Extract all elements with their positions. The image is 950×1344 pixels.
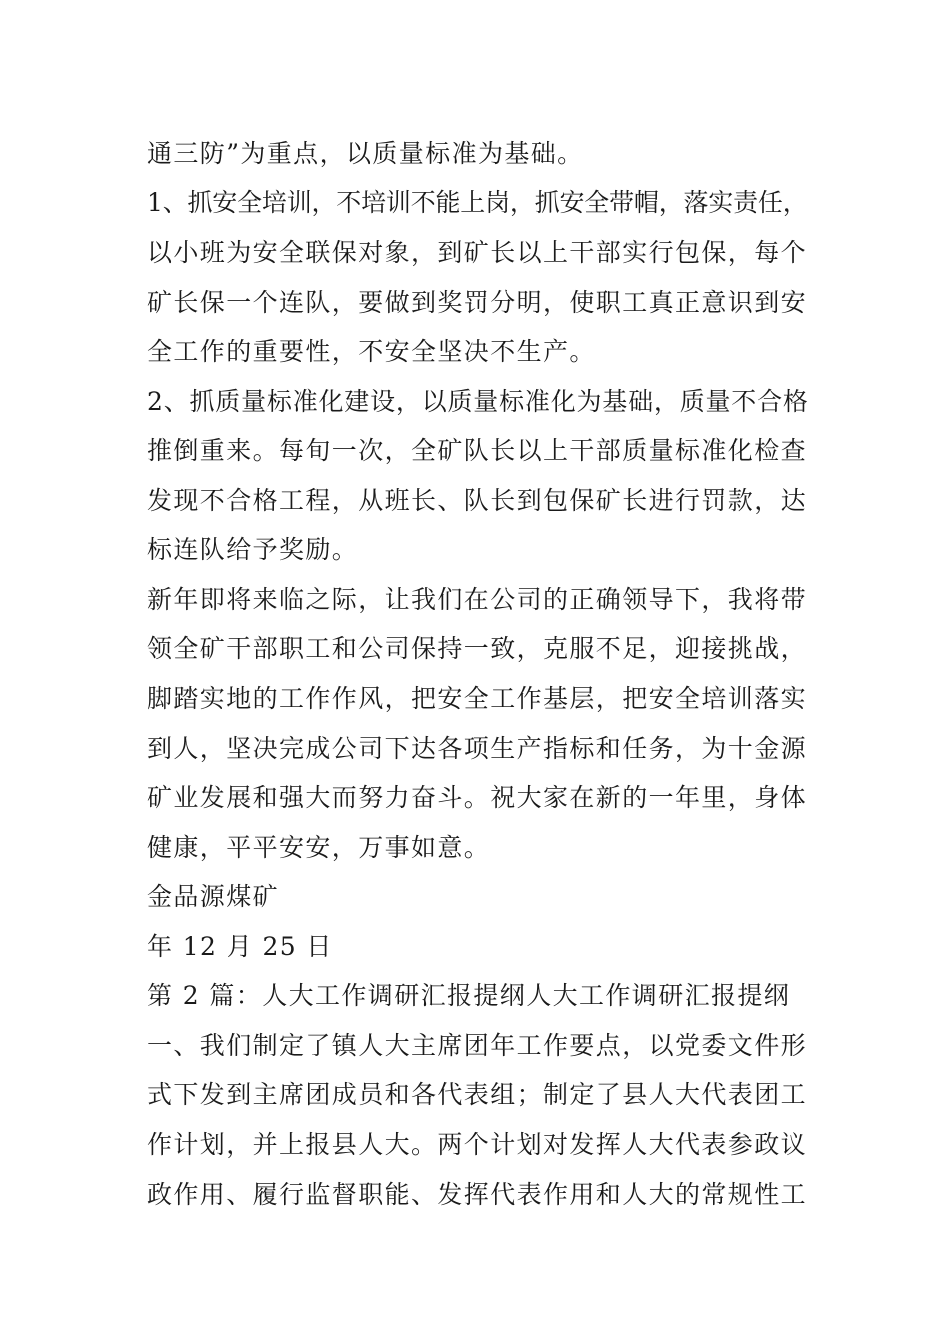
- text-line: 政作用、履行监督职能、发挥代表作用和人大的常规性工: [147, 1180, 808, 1209]
- text-line: 健康，平平安安，万事如意。: [147, 833, 491, 862]
- text-line: 领全矿干部职工和公司保持一致，克服不足，迎接挑战，: [147, 634, 808, 663]
- text-line: 发现不合格工程，从班长、队长到包保矿长进行罚款，达: [147, 486, 808, 515]
- text-line: 矿业发展和强大而努力奋斗。祝大家在新的一年里，身体: [147, 783, 808, 812]
- text-line: 脚踏实地的工作作风，把安全工作基层，把安全培训落实: [147, 684, 808, 713]
- text-line: 到人，坚决完成公司下达各项生产指标和任务，为十金源: [147, 734, 808, 763]
- text-line: 全工作的重要性，不安全坚决不生产。: [147, 337, 596, 366]
- text-line: 1、抓安全培训，不培训不能上岗，抓安全带帽，落实责任，: [147, 188, 808, 217]
- text-line: 推倒重来。每旬一次，全矿队长以上干部质量标准化检查: [147, 436, 808, 465]
- text-line: 矿长保一个连队，要做到奖罚分明，使职工真正意识到安: [147, 288, 808, 317]
- text-line: 式下发到主席团成员和各代表组；制定了县人大代表团工: [147, 1080, 808, 1109]
- text-line: 以小班为安全联保对象，到矿长以上干部实行包保，每个: [147, 238, 808, 267]
- signature-org: 金品源煤矿: [147, 882, 280, 911]
- text-line: 通三防”为重点，以质量标准为基础。: [147, 139, 584, 168]
- section-heading: 第 2 篇：人大工作调研汇报提纲人大工作调研汇报提纲: [147, 981, 791, 1010]
- text-line: 一、我们制定了镇人大主席团年工作要点，以党委文件形: [147, 1031, 808, 1060]
- signature-date: 年 12 月 25 日: [147, 932, 333, 961]
- text-line: 作计划，并上报县人大。两个计划对发挥人大代表参政议: [147, 1130, 808, 1159]
- text-line: 标连队给予奖励。: [147, 535, 359, 564]
- text-line: 2、抓质量标准化建设，以质量标准化为基础，质量不合格: [147, 387, 809, 416]
- text-line: 新年即将来临之际，让我们在公司的正确领导下，我将带: [147, 585, 808, 614]
